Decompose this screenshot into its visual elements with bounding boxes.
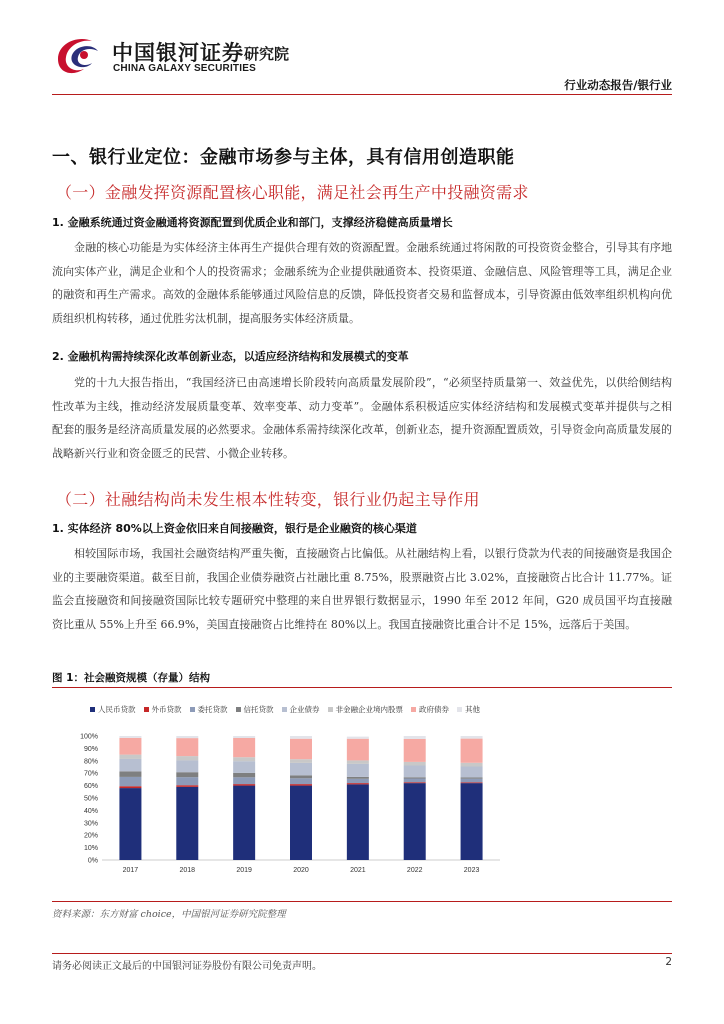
legend-label: 信托贷款 xyxy=(243,705,274,714)
figure-source: 资料来源：东方财富 choice，中国银河证券研究院整理 xyxy=(52,909,286,920)
bar-segment xyxy=(404,736,426,739)
bar-segment xyxy=(233,777,255,784)
bar-segment xyxy=(119,738,141,755)
bar-segment xyxy=(176,772,198,777)
bar-segment xyxy=(119,759,141,771)
y-tick-label: 90% xyxy=(83,745,98,753)
y-tick-label: 10% xyxy=(83,845,98,853)
bar-segment xyxy=(290,763,312,775)
bar-segment xyxy=(119,736,141,738)
bar-segment xyxy=(404,783,426,860)
bar-segment xyxy=(233,773,255,777)
legend-label: 外币贷款 xyxy=(151,705,182,714)
bar-segment xyxy=(176,736,198,738)
bar-segment xyxy=(461,783,483,860)
bar-segment xyxy=(347,737,369,739)
bar-segment xyxy=(347,739,369,761)
bar-segment xyxy=(404,739,426,762)
footer-divider xyxy=(52,953,672,954)
legend-label: 非金融企业境内股票 xyxy=(335,705,403,714)
bar-segment xyxy=(461,782,483,783)
paragraph-3: 相较国际市场，我国社会融资结构严重失衡，直接融资占比偏低。从社融结构上看，以银行贷款为代表的间接融资是我国企业的主要融资渠道。截至目前，我国企业债券融资占社融比重 8.75%，股票融资占比 3.02%，直接融资占比合计 11.77%。证监会直接融资和间接融资国际比较专题研究中整理的来自世界银行数据显示，1990 年至 2012 年间，G20 成员国平均直接融资比重从 55%上升至 66.9%，美国直接融资占比维持在 80%以上。我国直接融资比重合计不足 15%，远落后于美国。 xyxy=(52,547,672,631)
x-tick-label: 2020 xyxy=(293,867,309,874)
bar-segment xyxy=(347,779,369,783)
bar-segment xyxy=(233,736,255,738)
legend-item xyxy=(144,704,182,715)
legend-label: 其他 xyxy=(465,705,480,714)
x-tick-label: 2019 xyxy=(236,867,252,874)
x-tick-label: 2018 xyxy=(179,867,196,874)
bar-segment xyxy=(290,759,312,763)
legend-item xyxy=(282,704,320,715)
bar-segment xyxy=(290,786,312,860)
stacked-bar-chart xyxy=(68,728,508,878)
bar-segment xyxy=(347,764,369,777)
paragraph-2: 党的十九大报告指出，“我国经济已由高速增长阶段转向高质量发展阶段”，“必须坚持质量第一、效益优先，以供给侧结构性改革为主线，推动经济发展质量变革、效率变革、动力变革”。金融体系积极适应实体经济结构和发展模式变革并提供与之相配套的服务是经济高质量发展的必然要求。金融体系需持续深化改革，创新业态，提升资源配置质效，引导资金向高质量发展的战略新兴行业和资金匮乏的民营、小微企业转移。 xyxy=(52,376,672,460)
company-logo-icon xyxy=(52,33,104,77)
legend-swatch xyxy=(282,707,287,712)
x-tick-label: 2017 xyxy=(122,867,139,874)
brand-name-en: CHINA GALAXY SECURITIES xyxy=(113,63,256,74)
bar-segment xyxy=(176,785,198,787)
bar-segment xyxy=(347,783,369,784)
y-tick-label: 20% xyxy=(83,832,98,840)
point-heading-3: 1. 实体经济 80%以上资金依旧来自间接融资，银行是企业融资的核心渠道 xyxy=(52,522,417,535)
bar-segment xyxy=(119,755,141,759)
legend-swatch xyxy=(90,707,95,712)
y-tick-label: 30% xyxy=(83,820,98,828)
header-divider xyxy=(52,94,672,95)
bar-segment xyxy=(461,767,483,778)
bar-segment xyxy=(290,775,312,778)
bar-segment xyxy=(461,779,483,783)
bar-segment xyxy=(233,738,255,757)
bar-segment xyxy=(233,784,255,785)
bar-segment xyxy=(290,784,312,785)
bar-segment xyxy=(461,763,483,767)
chart-legend xyxy=(90,704,670,715)
page-number: 2 xyxy=(665,956,672,968)
bar-segment xyxy=(347,760,369,763)
legend-swatch xyxy=(328,707,333,712)
report-type: 行业动态报告/银行业 xyxy=(564,78,672,92)
x-tick-label: 2022 xyxy=(406,867,423,874)
bar-segment xyxy=(233,761,255,773)
paragraph-1: 金融的核心功能是为实体经济主体再生产提供合理有效的资源配置。金融系统通过将闲散的可投资资金整合，引导其有序地流向实体产业，满足企业和个人的投资需求；金融系统为企业提供融通资本、投资渠道、金融信息、风险管理等工具，满足企业的融资和再生产需求。高效的金融体系能够通过风险信息的反馈，降低投资者交易和监督成本，引导资源由低效率组织机构向优质组织机构转移，通过优胜劣汰机制，提高服务实体经济质量。 xyxy=(52,241,672,325)
brand-name: 中国银河证券 xyxy=(112,41,244,65)
y-tick-label: 60% xyxy=(83,783,98,791)
bar-segment xyxy=(119,777,141,786)
legend-swatch xyxy=(144,707,149,712)
bar-segment xyxy=(347,777,369,779)
brand-suffix: 研究院 xyxy=(244,45,290,63)
bar-segment xyxy=(119,786,141,788)
bar-segment xyxy=(461,777,483,778)
bar-segment xyxy=(404,766,426,778)
bar-segment xyxy=(290,736,312,739)
point-heading-2: 2. 金融机构需持续深化改革创新业态，以适应经济结构和发展模式的变革 xyxy=(52,350,409,363)
bar-segment xyxy=(461,739,483,763)
bar-segment xyxy=(176,787,198,860)
subsection-title-2: （二）社融结构尚未发生根本性转变，银行业仍起主导作用 xyxy=(56,490,480,509)
bar-segment xyxy=(176,738,198,756)
point-heading-1: 1. 金融系统通过资金融通将资源配置到优质企业和部门，支撑经济稳健高质量增长 xyxy=(52,216,453,229)
legend-swatch xyxy=(236,707,241,712)
legend-item xyxy=(190,704,228,715)
bar-segment xyxy=(290,778,312,784)
bar-segment xyxy=(461,736,483,739)
subsection-title-1: （一）金融发挥资源配置核心职能，满足社会再生产中投融资需求 xyxy=(56,183,529,202)
y-tick-label: 70% xyxy=(83,770,98,778)
bar-segment xyxy=(404,779,426,783)
legend-label: 人民币贷款 xyxy=(98,705,136,714)
y-tick-label: 0% xyxy=(87,857,98,865)
bar-segment xyxy=(119,771,141,777)
legend-item xyxy=(328,704,404,715)
bar-segment xyxy=(404,782,426,783)
footer-disclaimer: 请务必阅读正文最后的中国银河证券股份有限公司免责声明。 xyxy=(52,961,322,972)
bar-segment xyxy=(347,784,369,860)
bar-segment xyxy=(176,756,198,760)
legend-swatch xyxy=(411,707,416,712)
y-tick-label: 80% xyxy=(83,758,98,766)
bar-segment xyxy=(233,786,255,860)
legend-swatch xyxy=(457,707,462,712)
figure-title: 图 1：社会融资规模（存量）结构 xyxy=(52,672,210,684)
x-tick-label: 2021 xyxy=(350,867,366,874)
x-tick-label: 2023 xyxy=(463,867,480,874)
legend-label: 委托贷款 xyxy=(197,705,228,714)
figure-divider-top xyxy=(52,687,672,688)
legend-item xyxy=(411,704,449,715)
legend-label: 政府债券 xyxy=(419,705,449,714)
y-tick-label: 50% xyxy=(83,795,98,803)
legend-item xyxy=(90,704,136,715)
legend-label: 企业债券 xyxy=(289,705,320,714)
bar-segment xyxy=(233,757,255,761)
legend-item xyxy=(236,704,274,715)
bar-segment xyxy=(176,760,198,772)
y-tick-label: 40% xyxy=(83,807,98,815)
bar-segment xyxy=(404,777,426,778)
y-tick-label: 100% xyxy=(80,733,98,741)
figure-divider-bottom xyxy=(52,901,672,902)
legend-item xyxy=(457,704,480,715)
bar-segment xyxy=(404,762,426,766)
legend-swatch xyxy=(190,707,195,712)
bar-segment xyxy=(176,777,198,785)
section-title: 一、银行业定位：金融市场参与主体，具有信用创造职能 xyxy=(52,147,515,168)
bar-segment xyxy=(119,788,141,860)
bar-segment xyxy=(290,739,312,759)
